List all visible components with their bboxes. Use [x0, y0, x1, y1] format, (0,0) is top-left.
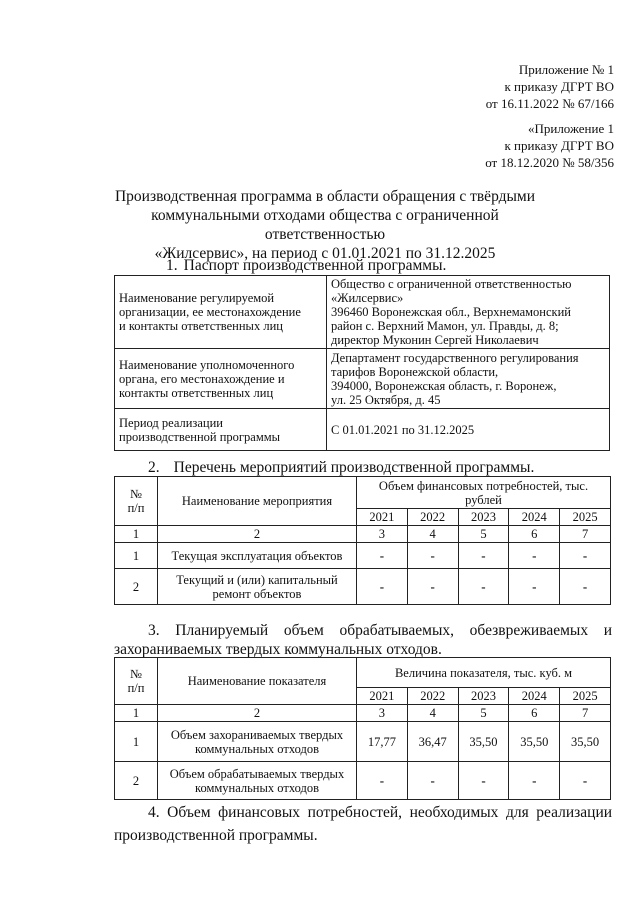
index-cell: 4 — [407, 705, 458, 722]
index-cell: 4 — [407, 526, 458, 543]
year-header: 2025 — [560, 688, 611, 705]
row-name — [158, 762, 357, 800]
index-cell: 5 — [458, 705, 509, 722]
index-row — [115, 526, 611, 543]
section-number: 3. — [148, 622, 160, 639]
index-cell: 6 — [509, 526, 560, 543]
col-header-name: Наименование показателя — [158, 658, 357, 705]
table-row — [115, 722, 611, 762]
heading-word: необходимых — [409, 804, 499, 821]
col-header-group: Величина показателя, тыс. куб. м — [357, 658, 611, 688]
heading-word: Объем — [167, 804, 211, 821]
text-line: 396460 Воронежская обл., Верхнемамонский — [331, 305, 571, 319]
section-3-heading — [148, 621, 612, 640]
table-row — [115, 569, 611, 605]
value-cell: - — [560, 569, 611, 605]
heading-word: обезвреживаемых — [469, 622, 589, 639]
row-value — [327, 409, 610, 451]
heading-word: объем — [283, 622, 324, 639]
col-header-name: Наименование мероприятия — [158, 477, 357, 526]
value-cell: - — [458, 762, 509, 800]
appendix-previous — [485, 120, 614, 171]
text-line: коммунальных отходов — [195, 780, 319, 795]
section-4-heading — [148, 803, 612, 822]
text-line: 394000, Воронежская область, г. Воронеж, — [331, 378, 557, 393]
text-line: рублей — [465, 492, 502, 507]
col-header-group — [357, 477, 611, 509]
text-line: коммунальных отходов — [195, 741, 319, 756]
index-cell: 1 — [115, 526, 158, 543]
passport-table — [114, 275, 610, 451]
text-line: ремонт объектов — [212, 586, 302, 601]
value-cell: - — [560, 762, 611, 800]
value-cell: - — [407, 543, 458, 569]
text-line: «Жилсервис» — [331, 291, 404, 305]
index-cell: 2 — [158, 705, 357, 722]
year-header: 2025 — [560, 509, 611, 526]
year-header: 2023 — [458, 688, 509, 705]
text-line: Текущая эксплуатация объектов — [171, 548, 343, 563]
section-number: 4. — [148, 804, 160, 821]
index-row — [115, 705, 611, 722]
value-cell: - — [509, 762, 560, 800]
heading-word: Планируемый — [175, 622, 269, 639]
appendix-line: к приказу ДГРТ ВО — [504, 79, 614, 94]
section-4-heading-cont: производственной программы. — [114, 827, 318, 844]
index-cell: 7 — [560, 526, 611, 543]
value-cell: - — [509, 543, 560, 569]
table-row — [115, 762, 611, 800]
text-line: Департамент государственного регулирования — [331, 350, 579, 365]
value-cell: - — [357, 569, 408, 605]
table-header-row — [115, 477, 611, 509]
value-cell: - — [458, 543, 509, 569]
row-value — [327, 276, 610, 349]
index-cell: 6 — [509, 705, 560, 722]
table-row — [115, 543, 611, 569]
text-line: и контакты ответственных лиц — [119, 319, 283, 333]
text-line: органа, его местонахождение и — [119, 371, 285, 386]
text-line: п/п — [127, 681, 145, 695]
title-line: коммунальными отходами общества с ограниченной ответственностью — [151, 207, 499, 243]
value-cell: 35,50 — [458, 722, 509, 762]
year-header: 2022 — [407, 688, 458, 705]
col-header-num — [115, 477, 158, 526]
text-line: тарифов Воронежской области, — [331, 364, 499, 379]
row-value — [327, 349, 610, 409]
section-number: 1. — [166, 257, 178, 274]
value-cell: - — [357, 543, 408, 569]
row-label — [115, 349, 327, 409]
text-line: ул. 25 Октября, д. 45 — [331, 392, 441, 407]
text-line: Объем обрабатываемых твердых — [169, 766, 345, 781]
value-cell: 35,50 — [560, 722, 611, 762]
text-line: Наименование уполномоченного — [119, 357, 295, 372]
row-label — [115, 276, 327, 349]
heading-word: для — [505, 804, 529, 821]
value-cell: - — [458, 569, 509, 605]
heading-word: и — [603, 622, 613, 639]
appendix-line: от 18.12.2020 № 58/356 — [485, 155, 614, 170]
value-cell: - — [407, 569, 458, 605]
heading-word: обрабатываемых, — [339, 622, 454, 639]
value-cell: 36,47 — [407, 722, 458, 762]
text-line: район с. Верхний Мамон, ул. Правды, д. 8; — [331, 319, 559, 333]
year-header: 2024 — [509, 509, 560, 526]
text-line: директор Муконин Сергей Николаевич — [331, 333, 539, 347]
row-name — [158, 543, 357, 569]
text-line: Текущий и (или) капитальный — [176, 572, 338, 587]
year-header: 2021 — [357, 509, 408, 526]
table-row — [115, 409, 610, 451]
table-row — [115, 349, 610, 409]
section-title: Перечень мероприятий производственной программы. — [173, 459, 535, 476]
section-title: Паспорт производственной программы. — [183, 257, 447, 274]
row-num: 2 — [115, 762, 158, 800]
row-name — [158, 569, 357, 605]
table-row — [115, 276, 610, 349]
section-number: 2. — [148, 459, 160, 476]
row-num: 1 — [115, 722, 158, 762]
section-1-heading — [166, 256, 446, 275]
volume-table — [114, 657, 611, 800]
text-line: контакты ответственных лиц — [119, 385, 274, 400]
year-header: 2021 — [357, 688, 408, 705]
text-line: № — [130, 487, 142, 501]
value-cell: 17,77 — [357, 722, 408, 762]
appendix-line: Приложение № 1 — [518, 62, 614, 77]
appendix-current — [486, 61, 614, 112]
value-cell: - — [509, 569, 560, 605]
text-line: Общество с ограниченной ответственностью — [331, 277, 572, 291]
row-label — [115, 409, 327, 451]
col-header-num — [115, 658, 158, 705]
value-cell: 35,50 — [509, 722, 560, 762]
row-num: 1 — [115, 543, 158, 569]
index-cell: 5 — [458, 526, 509, 543]
year-header: 2023 — [458, 509, 509, 526]
heading-word: потребностей, — [307, 804, 403, 821]
value-cell: - — [560, 543, 611, 569]
appendix-line: «Приложение 1 — [527, 121, 614, 136]
index-cell: 7 — [560, 705, 611, 722]
row-name — [158, 722, 357, 762]
text-line: Объем финансовых потребностей, тыс. — [378, 478, 589, 493]
heading-word: реализации — [536, 804, 613, 821]
value-cell: - — [407, 762, 458, 800]
index-cell: 3 — [357, 705, 408, 722]
index-cell: 1 — [115, 705, 158, 722]
appendix-line: к приказу ДГРТ ВО — [504, 138, 614, 153]
value-cell: - — [357, 762, 408, 800]
text-line: Наименование регулируемой — [119, 291, 275, 305]
document-title — [110, 187, 540, 263]
text-line: С 01.01.2021 по 31.12.2025 — [331, 422, 475, 437]
text-line: № — [130, 667, 142, 681]
text-line: п/п — [127, 501, 145, 515]
text-line: организации, ее местонахождение — [119, 305, 301, 319]
text-line: Период реализации — [119, 415, 223, 430]
table-header-row — [115, 658, 611, 688]
appendix-line: от 16.11.2022 № 67/166 — [485, 96, 614, 111]
section-3-heading-cont: захораниваемых твердых коммунальных отходов. — [114, 641, 442, 658]
text-line: Объем захораниваемых твердых — [170, 727, 344, 742]
text-line: производственной программы — [119, 429, 281, 444]
index-cell: 3 — [357, 526, 408, 543]
title-line: Производственная программа в области обращения с твёрдыми — [114, 188, 536, 205]
row-num: 2 — [115, 569, 158, 605]
heading-word: финансовых — [218, 804, 301, 821]
index-cell: 2 — [158, 526, 357, 543]
section-2-heading — [148, 458, 534, 477]
year-header: 2022 — [407, 509, 458, 526]
title-line: «Жилсервис», на период с 01.01.2021 по 31.12.2025 — [154, 245, 496, 262]
year-header: 2024 — [509, 688, 560, 705]
measures-table — [114, 476, 611, 605]
